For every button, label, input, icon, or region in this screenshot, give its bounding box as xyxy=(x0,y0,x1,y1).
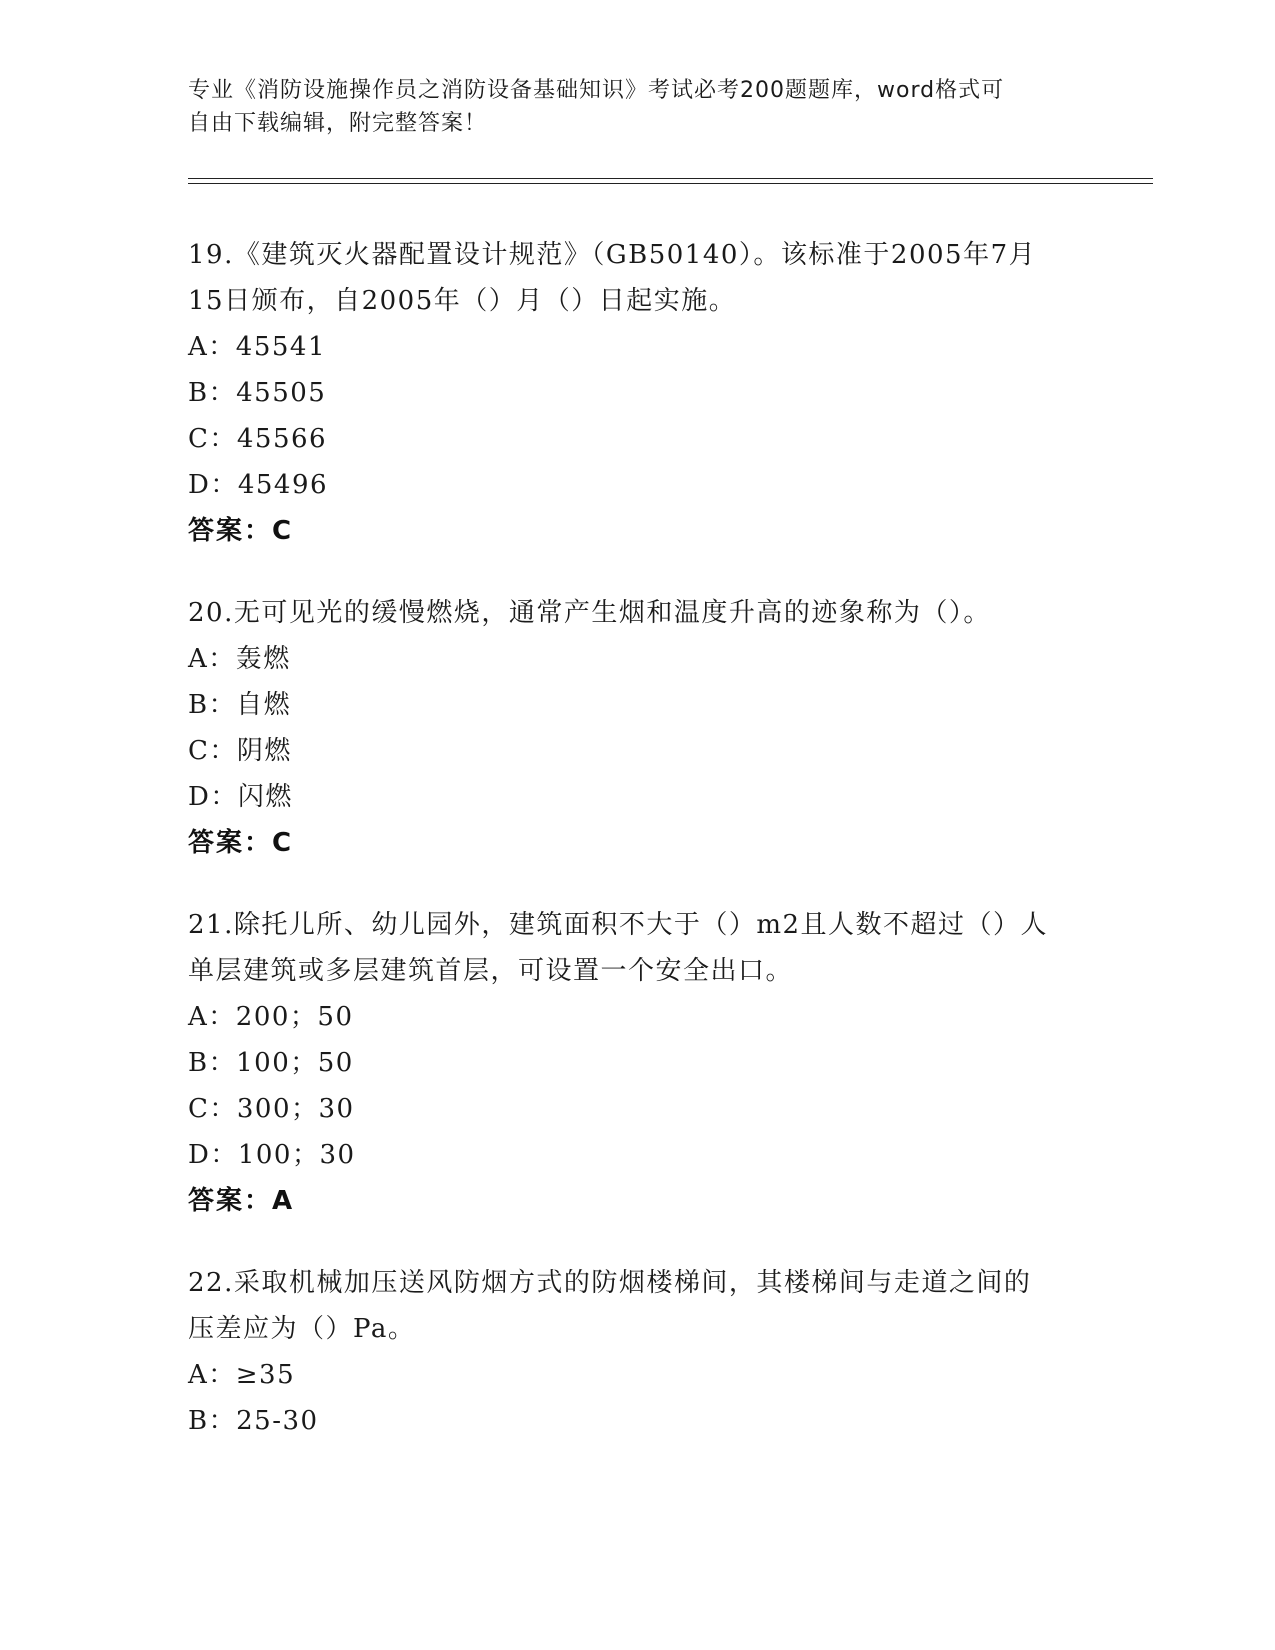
question-20 xyxy=(188,590,1088,866)
option-b: B：25-30 xyxy=(188,1406,319,1436)
document-header xyxy=(188,74,1088,140)
header-line-1: 专业《消防设施操作员之消防设备基础知识》考试必考200题题库，word格式可 xyxy=(188,78,1005,103)
option-b: B：45505 xyxy=(188,378,327,408)
question-stem-line: 20.无可见光的缓慢燃烧，通常产生烟和温度升高的迹象称为（）。 xyxy=(188,598,991,628)
question-stem-line: 19.《建筑灭火器配置设计规范》（GB50140）。该标准于2005年7月 xyxy=(188,240,1037,270)
question-22 xyxy=(188,1260,1088,1444)
answer-line: 答案：C xyxy=(188,516,294,546)
option-b: B：100；50 xyxy=(188,1048,354,1078)
option-d: D：45496 xyxy=(188,470,329,500)
question-list xyxy=(188,232,1088,1480)
question-stem-line: 22.采取机械加压送风防烟方式的防烟楼梯间，其楼梯间与走道之间的 xyxy=(188,1268,1032,1298)
option-d: D：100；30 xyxy=(188,1140,356,1170)
question-stem-line: 21.除托儿所、幼儿园外，建筑面积不大于（）m2且人数不超过（）人 xyxy=(188,910,1049,940)
question-stem-line: 单层建筑或多层建筑首层，可设置一个安全出口。 xyxy=(188,956,794,986)
header-line-2: 自由下载编辑，附完整答案！ xyxy=(188,111,488,136)
option-c: C：300；30 xyxy=(188,1094,355,1124)
answer-line: 答案：C xyxy=(188,828,294,858)
option-a: A：200；50 xyxy=(188,1002,354,1032)
question-19 xyxy=(188,232,1088,554)
option-c: C：阴燃 xyxy=(188,736,292,766)
option-d: D：闪燃 xyxy=(188,782,293,812)
option-c: C：45566 xyxy=(188,424,328,454)
option-a: A：≥35 xyxy=(188,1360,296,1390)
question-stem-line: 15日颁布，自2005年（）月（）日起实施。 xyxy=(188,286,737,316)
answer-line: 答案：A xyxy=(188,1186,295,1216)
question-21 xyxy=(188,902,1088,1224)
option-b: B：自燃 xyxy=(188,690,292,720)
header-divider-bottom xyxy=(188,183,1153,184)
option-a: A：轰燃 xyxy=(188,644,291,674)
header-divider-top xyxy=(188,178,1153,179)
option-a: A：45541 xyxy=(188,332,326,362)
question-stem-line: 压差应为（）Pa。 xyxy=(188,1314,416,1344)
